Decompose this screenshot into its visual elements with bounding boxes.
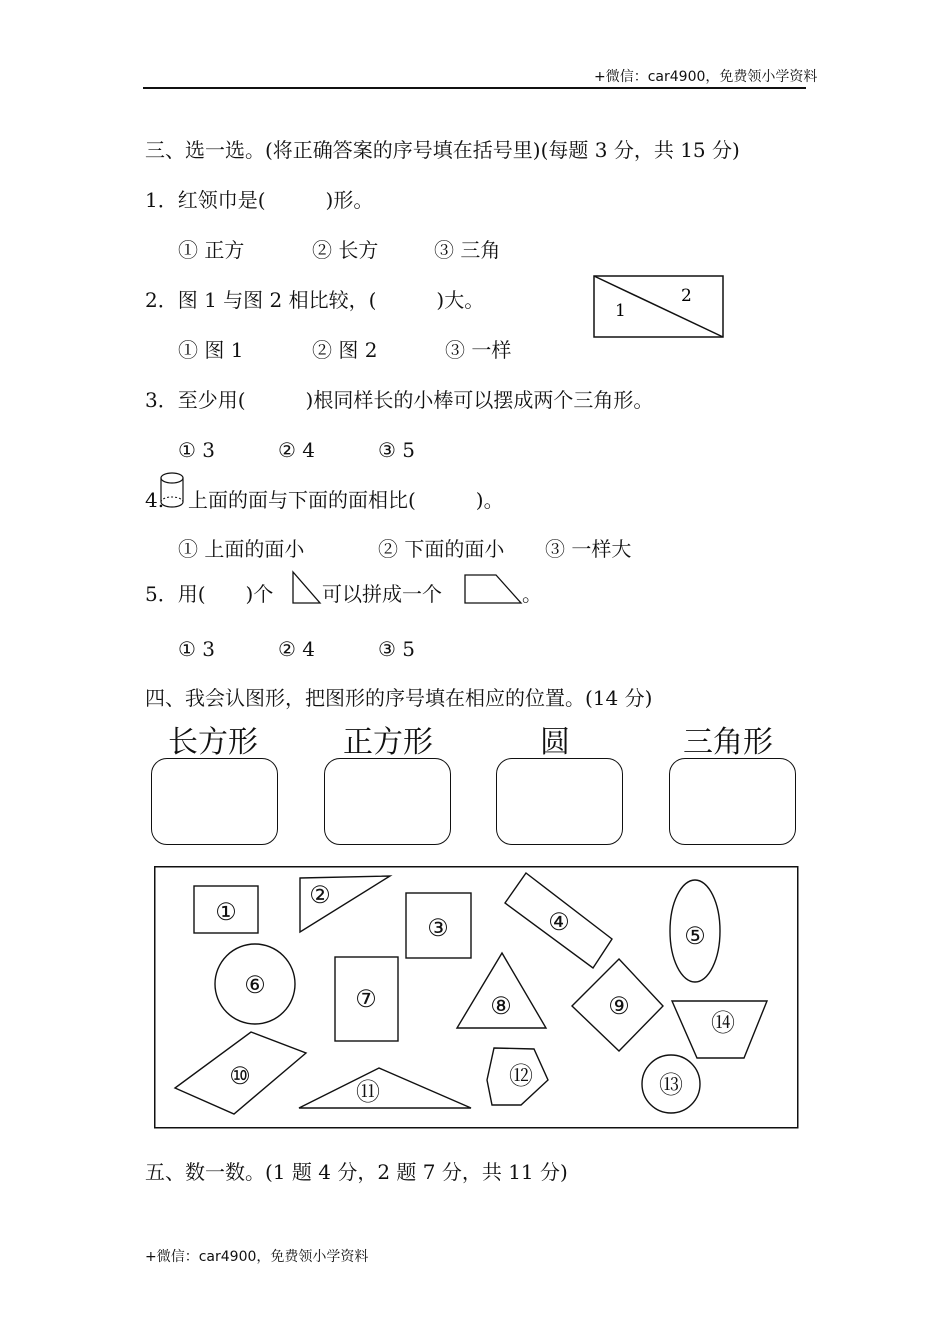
q5-stem-a: 5．用( )个 [145,582,274,606]
q1-stem: 1．红领巾是( )形。 [145,188,374,212]
shape-6-number: ⑥ [244,971,266,999]
q3-option-3: ③ 5 [378,438,416,462]
q5-option-3: ③ 5 [378,637,416,661]
q2-stem: 2．图 1 与图 2 相比较，( )大。 [145,288,485,312]
shape-10-number: ⑩ [229,1062,251,1090]
shape-2-number: ② [309,881,331,909]
q2-fig-label-1: 1 [615,301,626,321]
q2-option-2: ② 图 2 [312,338,378,362]
shape-8-number: ⑧ [490,992,512,1020]
section4-title: 四、我会认图形，把图形的序号填在相应的位置。(14 分) [145,686,653,710]
category-label-rectangle: 长方形 [168,725,258,760]
shape-13-number: ⑬ [659,1071,683,1099]
q3-option-2: ② 4 [278,438,316,462]
shape-1-number: ① [215,898,237,926]
shape-14-number: ⑭ [711,1009,735,1037]
section5-title: 五、数一数。(1 题 4 分，2 题 7 分，共 11 分) [145,1160,568,1184]
q4-option-3: ③ 一样大 [545,537,632,561]
answer-box-square[interactable] [324,758,451,845]
q5-stem-c: 。 [522,582,542,606]
right-triangle-icon [290,570,322,606]
shape-11-number: ⑪ [356,1078,380,1106]
shape-11-triangle [299,1068,471,1108]
q5-option-1: ① 3 [178,637,216,661]
answer-box-circle[interactable] [496,758,623,845]
category-label-triangle: 三角形 [683,725,773,760]
shape-12-number: ⑫ [509,1062,533,1090]
q1-option-2: ② 长方 [312,238,379,262]
q4-number: 4. [145,488,165,512]
q2-fig-label-2: 2 [681,286,692,306]
header-watermark: +微信：car4900，免费领小学资料 [594,69,818,85]
q4-option-1: ① 上面的面小 [178,537,305,561]
shape-9-number: ⑨ [608,992,630,1020]
footer-watermark: +微信：car4900，免费领小学资料 [145,1249,369,1265]
category-label-circle: 圆 [540,725,570,760]
q2-rectangle-figure [593,274,725,340]
q3-stem: 3．至少用( )根同样长的小棒可以摆成两个三角形。 [145,388,654,412]
shape-5-number: ⑤ [684,922,706,950]
q5-option-2: ② 4 [278,637,316,661]
section3-title: 三、选一选。(将正确答案的序号填在括号里)(每题 3 分，共 15 分) [145,138,740,162]
q2-option-1: ① 图 1 [178,338,244,362]
q4-stem: 上面的面与下面的面相比( )。 [188,488,504,512]
shape-4-number: ④ [548,908,570,936]
header-rule [143,87,806,89]
cylinder-icon [158,470,186,510]
q2-option-3: ③ 一样 [445,338,512,362]
shape-3-number: ③ [427,914,449,942]
q4-option-2: ② 下面的面小 [378,537,505,561]
q5-stem-b: 可以拼成一个 [322,582,442,606]
q3-option-1: ① 3 [178,438,216,462]
category-label-square: 正方形 [343,725,433,760]
answer-box-triangle[interactable] [669,758,796,845]
q1-option-3: ③ 三角 [434,238,501,262]
shapes-panel [154,866,800,1130]
q1-option-1: ① 正方 [178,238,245,262]
shape-7-number: ⑦ [355,985,377,1013]
answer-box-rectangle[interactable] [151,758,278,845]
trapezoid-icon [462,572,524,606]
